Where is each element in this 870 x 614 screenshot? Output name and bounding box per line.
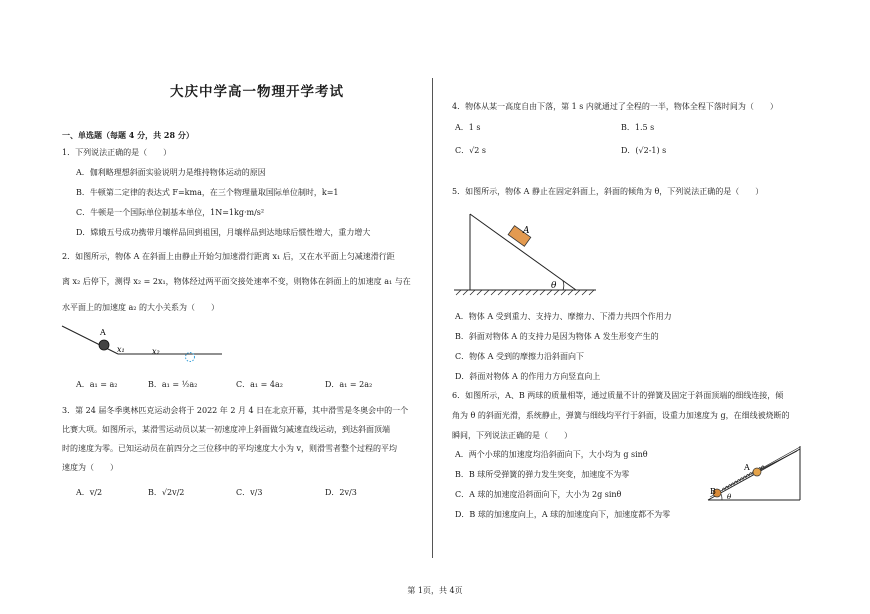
- q6-line-1: 6．如图所示，A、B 两球的质量相等，通过质量不计的弹簧及固定于斜面顶端的细线连接，倾: [452, 391, 784, 400]
- q2-label-a: A: [100, 328, 106, 337]
- q1-option-a: A．伽利略理想斜面实验说明力是维持物体运动的原因: [76, 168, 266, 177]
- q1-option-b: B．牛顿第二定律的表达式 F=kma，在三个物理量取国际单位制时，k=1: [76, 188, 339, 197]
- q6-line-2: 角为 θ 的斜面光滑，系统静止，弹簧与细线均平行于斜面，设重力加速度为 g，在细线被烧断的: [452, 411, 790, 420]
- q6-option-c: C．A 球的加速度沿斜面向下，大小为 2g sinθ: [455, 490, 622, 499]
- q3-option-b: B．√2v/2: [148, 488, 185, 497]
- q3-option-a: A．v/2: [76, 488, 103, 497]
- q6-angle-arc: [721, 494, 722, 500]
- q4-option-b: B．1.5 s: [621, 123, 655, 132]
- q3-option-d: D．2v/3: [325, 488, 357, 497]
- q4-option-a: A．1 s: [455, 123, 481, 132]
- q5-option-b: B．斜面对物体 A 的支持力是因为物体 A 发生形变产生的: [455, 332, 659, 341]
- q4-stem: 4．物体从某一高度自由下落，第 1 s 内就通过了全程的一半，物体全程下落时间为（ ）: [452, 102, 778, 111]
- q1-option-d: D．嫦娥五号成功携带月壤样品回到祖国，月壤样品到达地球后惯性增大，重力增大: [76, 228, 371, 237]
- q6-label-a: A: [744, 463, 750, 472]
- q5-option-a: A．物体 A 受到重力、支持力、摩擦力、下滑力共四个作用力: [455, 312, 672, 321]
- q1-option-c: C．牛顿是一个国际单位制基本单位，1N=1kg·m/s²: [76, 208, 265, 217]
- q6-option-d: D．B 球的加速度向上，A 球的加速度向下，加速度都不为零: [455, 510, 671, 519]
- q2-option-b: B．a₁ = ½a₂: [148, 380, 198, 389]
- q3-line-4: 速度为（ ）: [62, 463, 118, 472]
- q2-option-d: D．a₁ = 2a₂: [325, 380, 373, 389]
- q6-label-b: B: [710, 487, 716, 496]
- q2-line-1: 2．如图所示，物体 A 在斜面上由静止开始匀加速滑行距离 x₁ 后，又在水平面上匀减速滑行距: [62, 252, 395, 261]
- q4-option-d: D．(√2-1) s: [621, 146, 667, 155]
- q2-label-x1: x₁: [117, 345, 125, 354]
- q3-option-c: C．v/3: [236, 488, 263, 497]
- q6-label-theta: θ: [727, 493, 732, 501]
- q6-thread: [760, 451, 797, 470]
- q5-stem: 5．如图所示，物体 A 静止在固定斜面上，斜面的倾角为 θ，下列说法正确的是（ ）: [452, 187, 764, 196]
- q5-label-a: A: [523, 226, 530, 236]
- page-title: 大庆中学高一物理开学考试: [170, 84, 344, 100]
- section-heading: 一、单选题（每题 4 分，共 28 分）: [62, 130, 194, 140]
- q4-option-c: C．√2 s: [455, 146, 486, 155]
- q2-option-c: C．a₁ = 4a₂: [236, 380, 283, 389]
- page-footer: 第 1页，共 4页: [407, 586, 463, 595]
- q6-option-b: B．B 球所受弹簧的弹力发生突变，加速度不为零: [455, 470, 630, 479]
- q2-line-3: 水平面上的加速度 a₂ 的大小关系为（ ）: [62, 303, 220, 312]
- q2-line-2: 离 x₂ 后停下，测得 x₂ = 2x₁，物体经过两平面交接处速率不变，则物体在斜面上的加速度 a₁ 与在: [62, 277, 411, 286]
- q2-option-a: A．a₁ = a₂: [76, 380, 118, 389]
- q5-option-d: D．斜面对物体 A 的作用力方向竖直向上: [455, 372, 601, 381]
- q1-stem: 1．下列说法正确的是（ ）: [62, 148, 172, 157]
- q3-line-1: 3．第 24 届冬季奥林匹克运动会将于 2022 年 2 月 4 日在北京开幕，其中滑雪是冬奥会中的一个: [62, 406, 409, 415]
- q5-option-c: C．物体 A 受到的摩擦力沿斜面向下: [455, 352, 584, 361]
- q3-line-3: 时的速度为零。已知运动员在前四分之三位移中的平均速度大小为 v，则滑雪者整个过程的平均: [62, 444, 398, 453]
- q6-line-3: 瞬间，下列说法正确的是（ ）: [452, 431, 572, 440]
- q2-label-x2: x₂: [152, 347, 160, 356]
- q5-label-theta: θ: [551, 281, 557, 291]
- q6-option-a: A．两个小球的加速度均沿斜面向下，大小均为 g sinθ: [455, 450, 648, 459]
- q6-ball-a: [753, 468, 761, 476]
- q3-line-2: 比赛大项。如图所示，某滑雪运动员以某一初速度冲上斜面做匀减速直线运动，到达斜面顶端: [62, 425, 390, 434]
